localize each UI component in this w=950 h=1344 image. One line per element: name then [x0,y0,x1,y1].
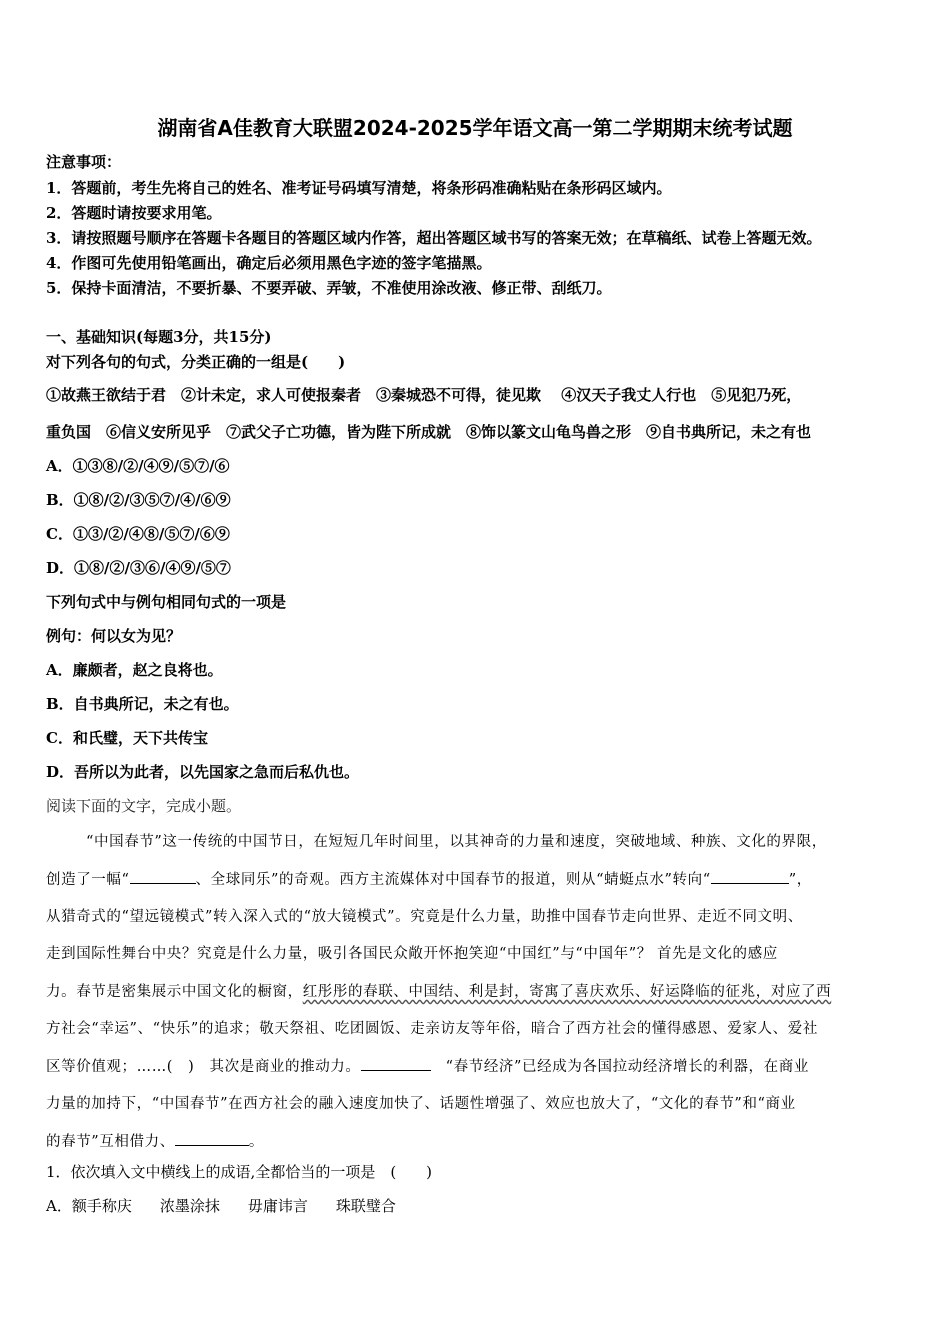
fill-blank[interactable] [130,869,196,884]
notice-item: 3．请按照题号顺序在答题卡各题目的答题区域内作答，超出答题区域书写的答案无效；在草稿纸、试卷上答题无效。 [46,229,822,247]
notice-item: 2．答题时请按要求用笔。 [46,204,222,222]
passage-line [46,868,906,889]
fill-blank[interactable] [361,1056,431,1071]
option-word: 浓墨涂抹 [159,1197,220,1215]
notice-heading: 注意事项： [46,153,122,171]
passage-text: 区等价值观；……( ) 其次是商业的推动力。 [46,1059,361,1075]
answer-option[interactable]: B．自书典所记，未之有也。 [46,695,239,713]
option-word: 毋庸讳言 [247,1197,308,1215]
fill-blank[interactable] [711,869,789,884]
answer-option[interactable] [46,1196,396,1216]
answer-option[interactable]: B．①⑧/②/③⑤⑦/④/⑥⑨ [46,491,231,509]
example-sentence: 例句：何以女为见？ [46,627,182,645]
passage-text: 、全球同乐”的奇观。西方主流媒体对中国春节的报道，则从“蜻蜓点水”转向“ [195,872,711,888]
notice-item: 4．作图可先使用铅笔画出，确定后必须用黑色字迹的签字笔描黑。 [46,254,492,272]
fill-blank[interactable] [175,1131,249,1146]
passage-line: 力量的加持下，“中国春节”在西方社会的融入速度加快了、话题性增强了、效应也放大了，“文化的春节”和“商业 [46,1096,796,1112]
underlined-sentence: 红彤彤的春联、中国结、利是封，寄寓了喜庆欢乐、好运降临的征兆，对应了西 [302,984,832,1000]
option-word: 珠联璧合 [335,1197,396,1215]
question-stem: 对下列各句的句式，分类正确的一组是( ) [46,353,346,371]
passage-text: 的春节”互相借力、 [46,1134,175,1150]
notice-item: 1．答题前，考生先将自己的姓名、准考证号码填写清楚，将条形码准确粘贴在条形码区域内。 [46,179,672,197]
passage-line: 走到国际性舞台中央？究竟是什么力量，吸引各国民众敞开怀抱笑迎“中国红”与“中国年”？ 首先是文化的感应 [46,946,778,962]
question-sentences: ①故燕王欲结于君 ②计未定，求人可使报秦者 ③秦城恐不可得，徒见欺 ④汉天子我丈人行也 ⑤见犯乃死， [46,386,802,404]
section-heading: 一、基础知识(每题3分，共15分) [46,328,272,346]
passage-text: 创造了一幅“ [46,872,130,888]
passage-line [46,980,906,1001]
passage-text: “春节经济”已经成为各国拉动经济增长的利器，在商业 [430,1059,809,1075]
answer-option[interactable]: D．①⑧/②/③⑥/④⑨/⑤⑦ [46,559,231,577]
passage-line: “中国春节”这一传统的中国节日，在短短几年时间里，以其神奇的力量和速度，突破地域、种族、文化的界限， [86,834,827,850]
passage-line: 从猎奇式的“望远镜模式”转入深入式的“放大镜模式”。究竟是什么力量，助推中国春节走向世界、走近不同文明、 [46,909,803,925]
passage-line [46,1055,906,1076]
passage-text: 。 [248,1134,264,1150]
passage-text: 力。春节是密集展示中国文化的橱窗， [46,984,303,1000]
notice-item: 5．保持卡面清洁，不要折暴、不要弄破、弄皱，不准使用涂改液、修正带、刮纸刀。 [46,279,612,297]
question-stem: 1．依次填入文中横线上的成语,全都恰当的一项是 ( ) [46,1163,433,1181]
option-word: 额手称庆 [71,1197,132,1215]
page-title: 湖南省A佳教育大联盟2024-2025学年语文高一第二学期期末统考试题 [157,116,793,140]
answer-option[interactable]: A．①③⑧/②/④⑨/⑤⑦/⑥ [46,457,230,475]
question-stem: 下列句式中与例句相同句式的一项是 [46,593,287,611]
option-label: A． [46,1197,72,1215]
passage-line [46,1130,906,1151]
question-sentences: 重负国 ⑥信义安所见乎 ⑦武父子亡功德，皆为陛下所成就 ⑧饰以篆文山龟鸟兽之形 ⑨自书典所记，未之有也 [46,423,812,441]
reading-instruction: 阅读下面的文字，完成小题。 [46,797,242,815]
answer-option[interactable]: C．①③/②/④⑧/⑤⑦/⑥⑨ [46,525,230,543]
answer-option[interactable]: A．廉颇者，赵之良将也。 [46,661,223,679]
passage-text: ”， [788,872,812,888]
passage-line: 方社会“幸运”、“快乐”的追求；敬天祭祖、吃团圆饭、走亲访友等年俗，暗合了西方社会的懂得感恩、爱家人、爱社 [46,1021,818,1037]
answer-option[interactable]: C．和氏璧，天下共传宝 [46,729,208,747]
answer-option[interactable]: D．吾所以为此者，以先国家之急而后私仇也。 [46,763,360,781]
